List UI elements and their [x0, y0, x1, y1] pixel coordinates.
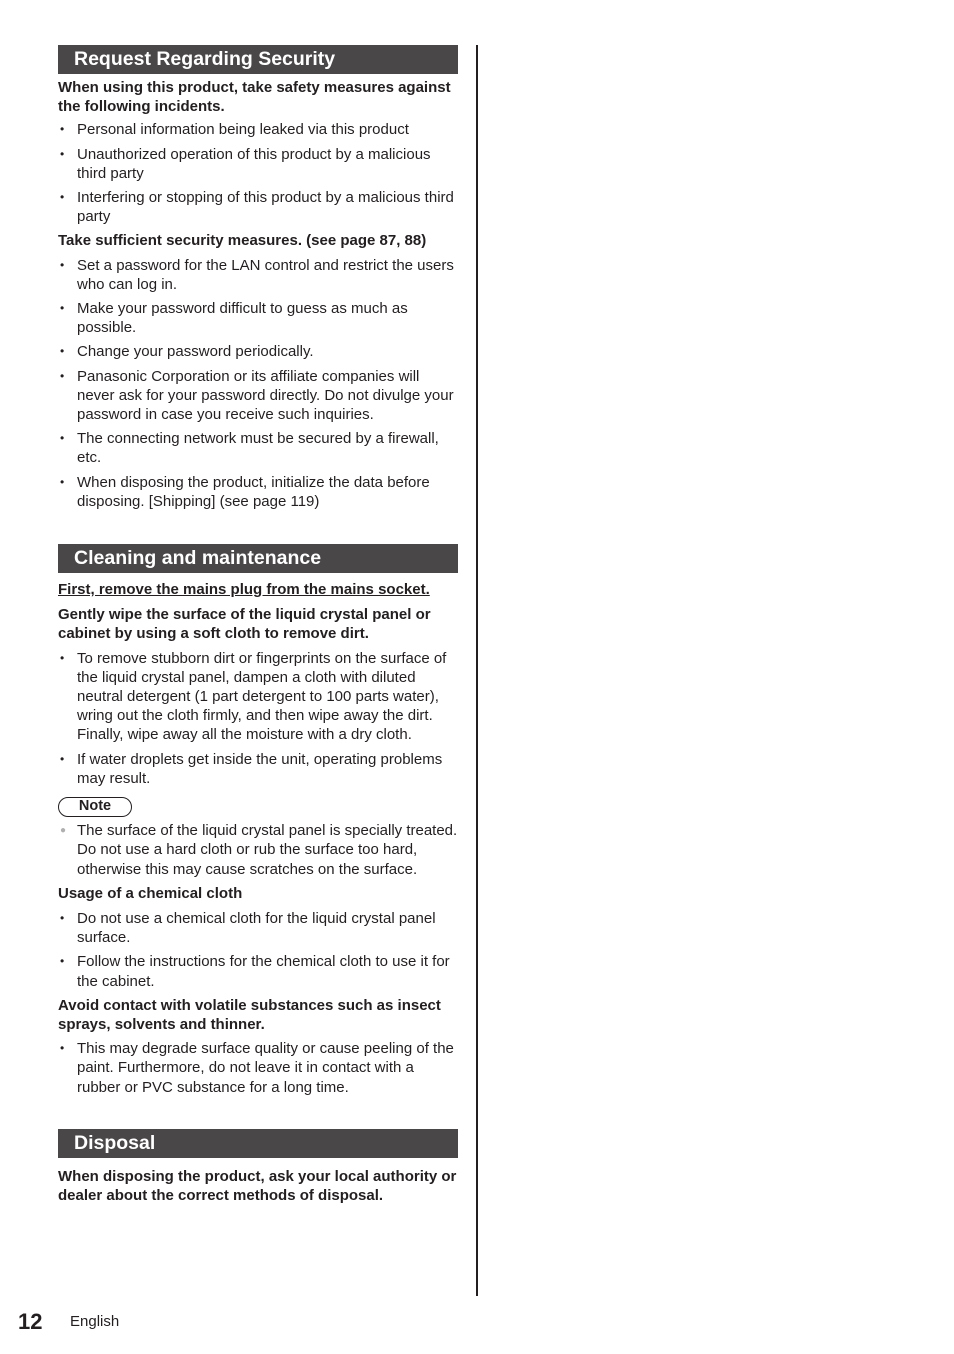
list-item: • Unauthorized operation of this product by a malicious third party	[58, 145, 458, 183]
left-column	[58, 45, 458, 1205]
cleaning-wipe-list	[58, 649, 458, 788]
note-list	[58, 821, 458, 879]
list-item: • Make your password difficult to guess as much as possible.	[58, 299, 458, 337]
list-item: • Follow the instructions for the chemical cloth to use it for the cabinet.	[58, 952, 458, 990]
section-title-cleaning: Cleaning and maintenance	[58, 544, 458, 573]
list-item: • To remove stubborn dirt or fingerprints on the surface of the liquid crystal panel, dampen a cloth with diluted neutral detergent (1 part detergent to 100 parts water), wring out the cloth firmly, and then wipe away the dirt. Finally, wipe away all the moisture with a dry cloth.	[58, 649, 458, 745]
list-item: • Do not use a chemical cloth for the liquid crystal panel surface.	[58, 909, 458, 947]
cleaning-wipe-heading: Gently wipe the surface of the liquid crystal panel or cabinet by using a soft cloth to remove dirt.	[58, 606, 431, 643]
footer-language: English	[70, 1313, 120, 1330]
avoid-volatile-heading: Avoid contact with volatile substances such as insect sprays, solvents and thinner.	[58, 996, 441, 1033]
list-item: • Interfering or stopping of this product by a malicious third party	[58, 188, 458, 226]
page-number: 12	[18, 1309, 43, 1334]
security-measures-heading: Take sufficient security measures. (see page 87, 88)	[58, 232, 427, 250]
list-item: ● The surface of the liquid crystal panel is specially treated. Do not use a hard cloth or rub the surface too hard, otherwise this may cause scratches on the surface.	[58, 821, 458, 879]
list-item: • This may degrade surface quality or cause peeling of the paint. Furthermore, do not leave it in contact with a rubber or PVC substance for a long time.	[58, 1039, 458, 1097]
avoid-volatile-list	[58, 1039, 458, 1097]
chemical-cloth-list	[58, 909, 458, 991]
list-item: • When disposing the product, initialize the data before disposing. [Shipping] (see page 119)	[58, 473, 458, 511]
note-header	[58, 797, 458, 817]
section-title-security: Request Regarding Security	[58, 45, 458, 74]
security-incidents-list	[58, 120, 458, 226]
chemical-cloth-heading: Usage of a chemical cloth	[58, 884, 243, 902]
security-intro: When using this product, take safety measures against the following incidents.	[58, 79, 451, 116]
list-item: • The connecting network must be secured by a firewall, etc.	[58, 429, 458, 467]
list-item: • If water droplets get inside the unit, operating problems may result.	[58, 750, 458, 788]
list-item: • Personal information being leaked via this product	[58, 120, 458, 139]
section-title-disposal: Disposal	[58, 1129, 458, 1158]
list-item: • Change your password periodically.	[58, 342, 458, 361]
list-item: • Panasonic Corporation or its affiliate companies will never ask for your password directly. Do not divulge your password in case you receive such inquiries.	[58, 367, 458, 425]
cleaning-first-step: First, remove the mains plug from the mains socket.	[58, 581, 430, 599]
security-measures-list	[58, 256, 458, 511]
note-badge: Note	[58, 797, 132, 817]
column-divider	[476, 45, 478, 1296]
disposal-text: When disposing the product, ask your local authority or dealer about the correct methods of disposal.	[58, 1167, 457, 1204]
list-item: • Set a password for the LAN control and restrict the users who can log in.	[58, 256, 458, 294]
